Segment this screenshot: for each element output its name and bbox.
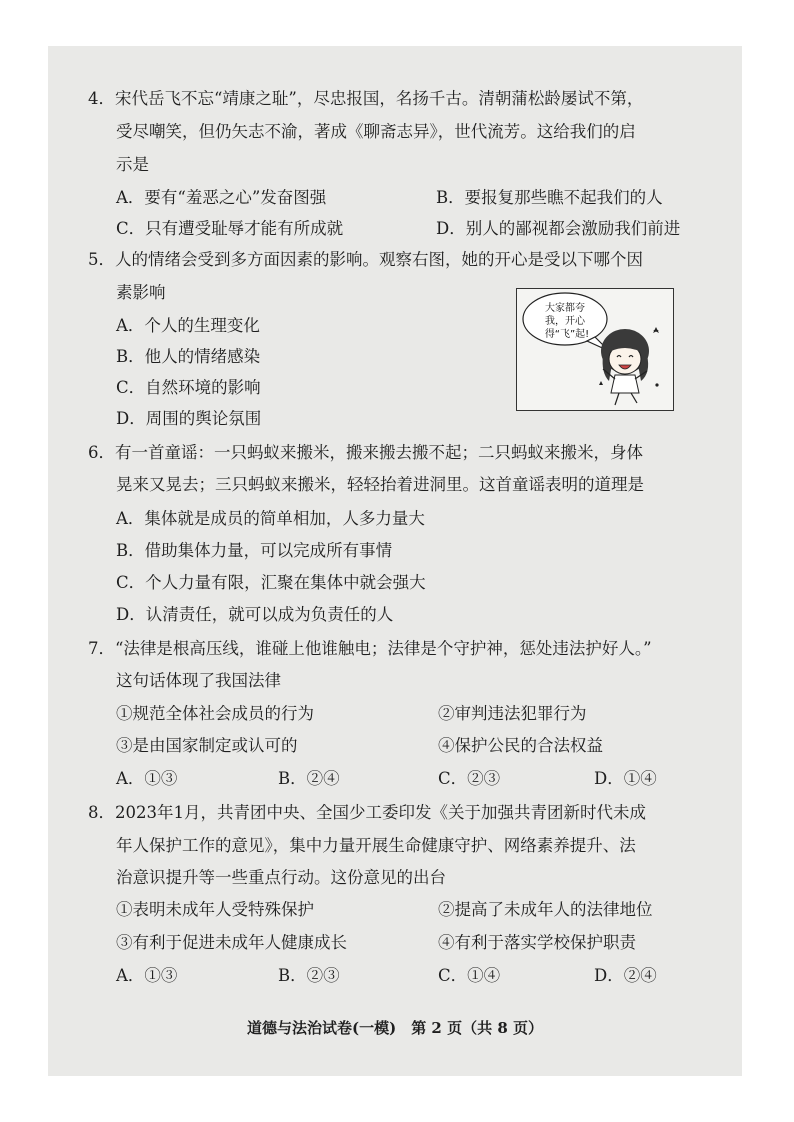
- speech-bubble-text: 我，开心: [545, 316, 585, 327]
- option-b: B．他人的情绪感染: [116, 347, 261, 366]
- choice-c: C．①④: [438, 966, 501, 985]
- option-c: C．自然环境的影响: [116, 378, 261, 397]
- statement-1: ①规范全体社会成员的行为: [116, 704, 314, 723]
- happy-girl-illustration: [517, 289, 672, 409]
- choice-b: B．②③: [278, 966, 340, 985]
- page-footer: 道德与法治试卷(一模) 第 2 页（共 8 页）: [247, 1019, 543, 1037]
- statement-3: ③是由国家制定或认可的: [116, 736, 298, 755]
- question-text-line: 这句话体现了我国法律: [116, 671, 281, 690]
- statement-3: ③有利于促进未成年人健康成长: [116, 933, 347, 952]
- choice-d: D．②④: [594, 966, 657, 985]
- speech-bubble-text: 得“飞”起!: [544, 329, 590, 340]
- statement-2: ②审判违法犯罪行为: [438, 704, 587, 723]
- statement-4: ④保护公民的合法权益: [438, 736, 603, 755]
- speech-bubble-text: 大家都夸: [545, 303, 585, 314]
- option-d: D．周围的舆论氛围: [116, 409, 262, 428]
- choice-d: D．①④: [594, 769, 657, 788]
- question-text-line: 治意识提升等一些重点行动。这份意见的出台: [116, 868, 446, 887]
- option-d: D．别人的鄙视都会激励我们前进: [436, 219, 681, 238]
- option-a: A．集体就是成员的简单相加，人多力量大: [116, 509, 425, 528]
- question-text-line: 年人保护工作的意见》，集中力量开展生命健康守护、网络素养提升、法: [116, 836, 636, 855]
- question-text-line: 5．人的情绪会受到多方面因素的影响。观察右图，她的开心是受以下哪个因: [88, 250, 643, 269]
- statement-1: ①表明未成年人受特殊保护: [116, 900, 314, 919]
- question-text-line: 4．宋代岳飞不忘“靖康之耻”，尽忠报国，名扬千古。清朝蒲松龄屡试不第，: [88, 89, 644, 108]
- question-text-line: 示是: [116, 155, 149, 174]
- choice-a: A．①③: [116, 966, 178, 985]
- choice-a: A．①③: [116, 769, 178, 788]
- choice-b: B．②④: [278, 769, 340, 788]
- option-c: C．只有遭受耻辱才能有所成就: [116, 219, 344, 238]
- question-text-line: 6．有一首童谣：一只蚂蚁来搬米，搬来搬去搬不起；二只蚂蚁来搬米，身体: [88, 443, 643, 462]
- question-text-line: 晃来又晃去；三只蚂蚁来搬米，轻轻抬着进洞里。这首童谣表明的道理是: [116, 475, 644, 494]
- question-text-line: 7．“法律是根高压线，谁碰上他谁触电；法律是个守护神，惩处违法护好人。”: [88, 639, 652, 658]
- option-b: B．要报复那些瞧不起我们的人: [436, 188, 663, 207]
- question-text-line: 受尽嘲笑，但仍矢志不渝，著成《聊斋志异》，世代流芳。这给我们的启: [116, 122, 636, 141]
- statement-4: ④有利于落实学校保护职责: [438, 933, 636, 952]
- option-a: A．要有“羞恶之心”发奋图强: [116, 188, 327, 207]
- exam-page: [48, 46, 742, 1076]
- statement-2: ②提高了未成年人的法律地位: [438, 900, 653, 919]
- question-text-line: 素影响: [116, 283, 166, 302]
- option-a: A．个人的生理变化: [116, 316, 260, 335]
- option-d: D．认清责任，就可以成为负责任的人: [116, 605, 394, 624]
- cartoon-illustration: [516, 288, 674, 411]
- option-b: B．借助集体力量，可以完成所有事情: [116, 541, 393, 560]
- option-c: C．个人力量有限，汇聚在集体中就会强大: [116, 573, 426, 592]
- choice-c: C．②③: [438, 769, 501, 788]
- question-text-line: 8．2023年1月，共青团中央、全国少工委印发《关于加强共青团新时代未成: [88, 803, 646, 822]
